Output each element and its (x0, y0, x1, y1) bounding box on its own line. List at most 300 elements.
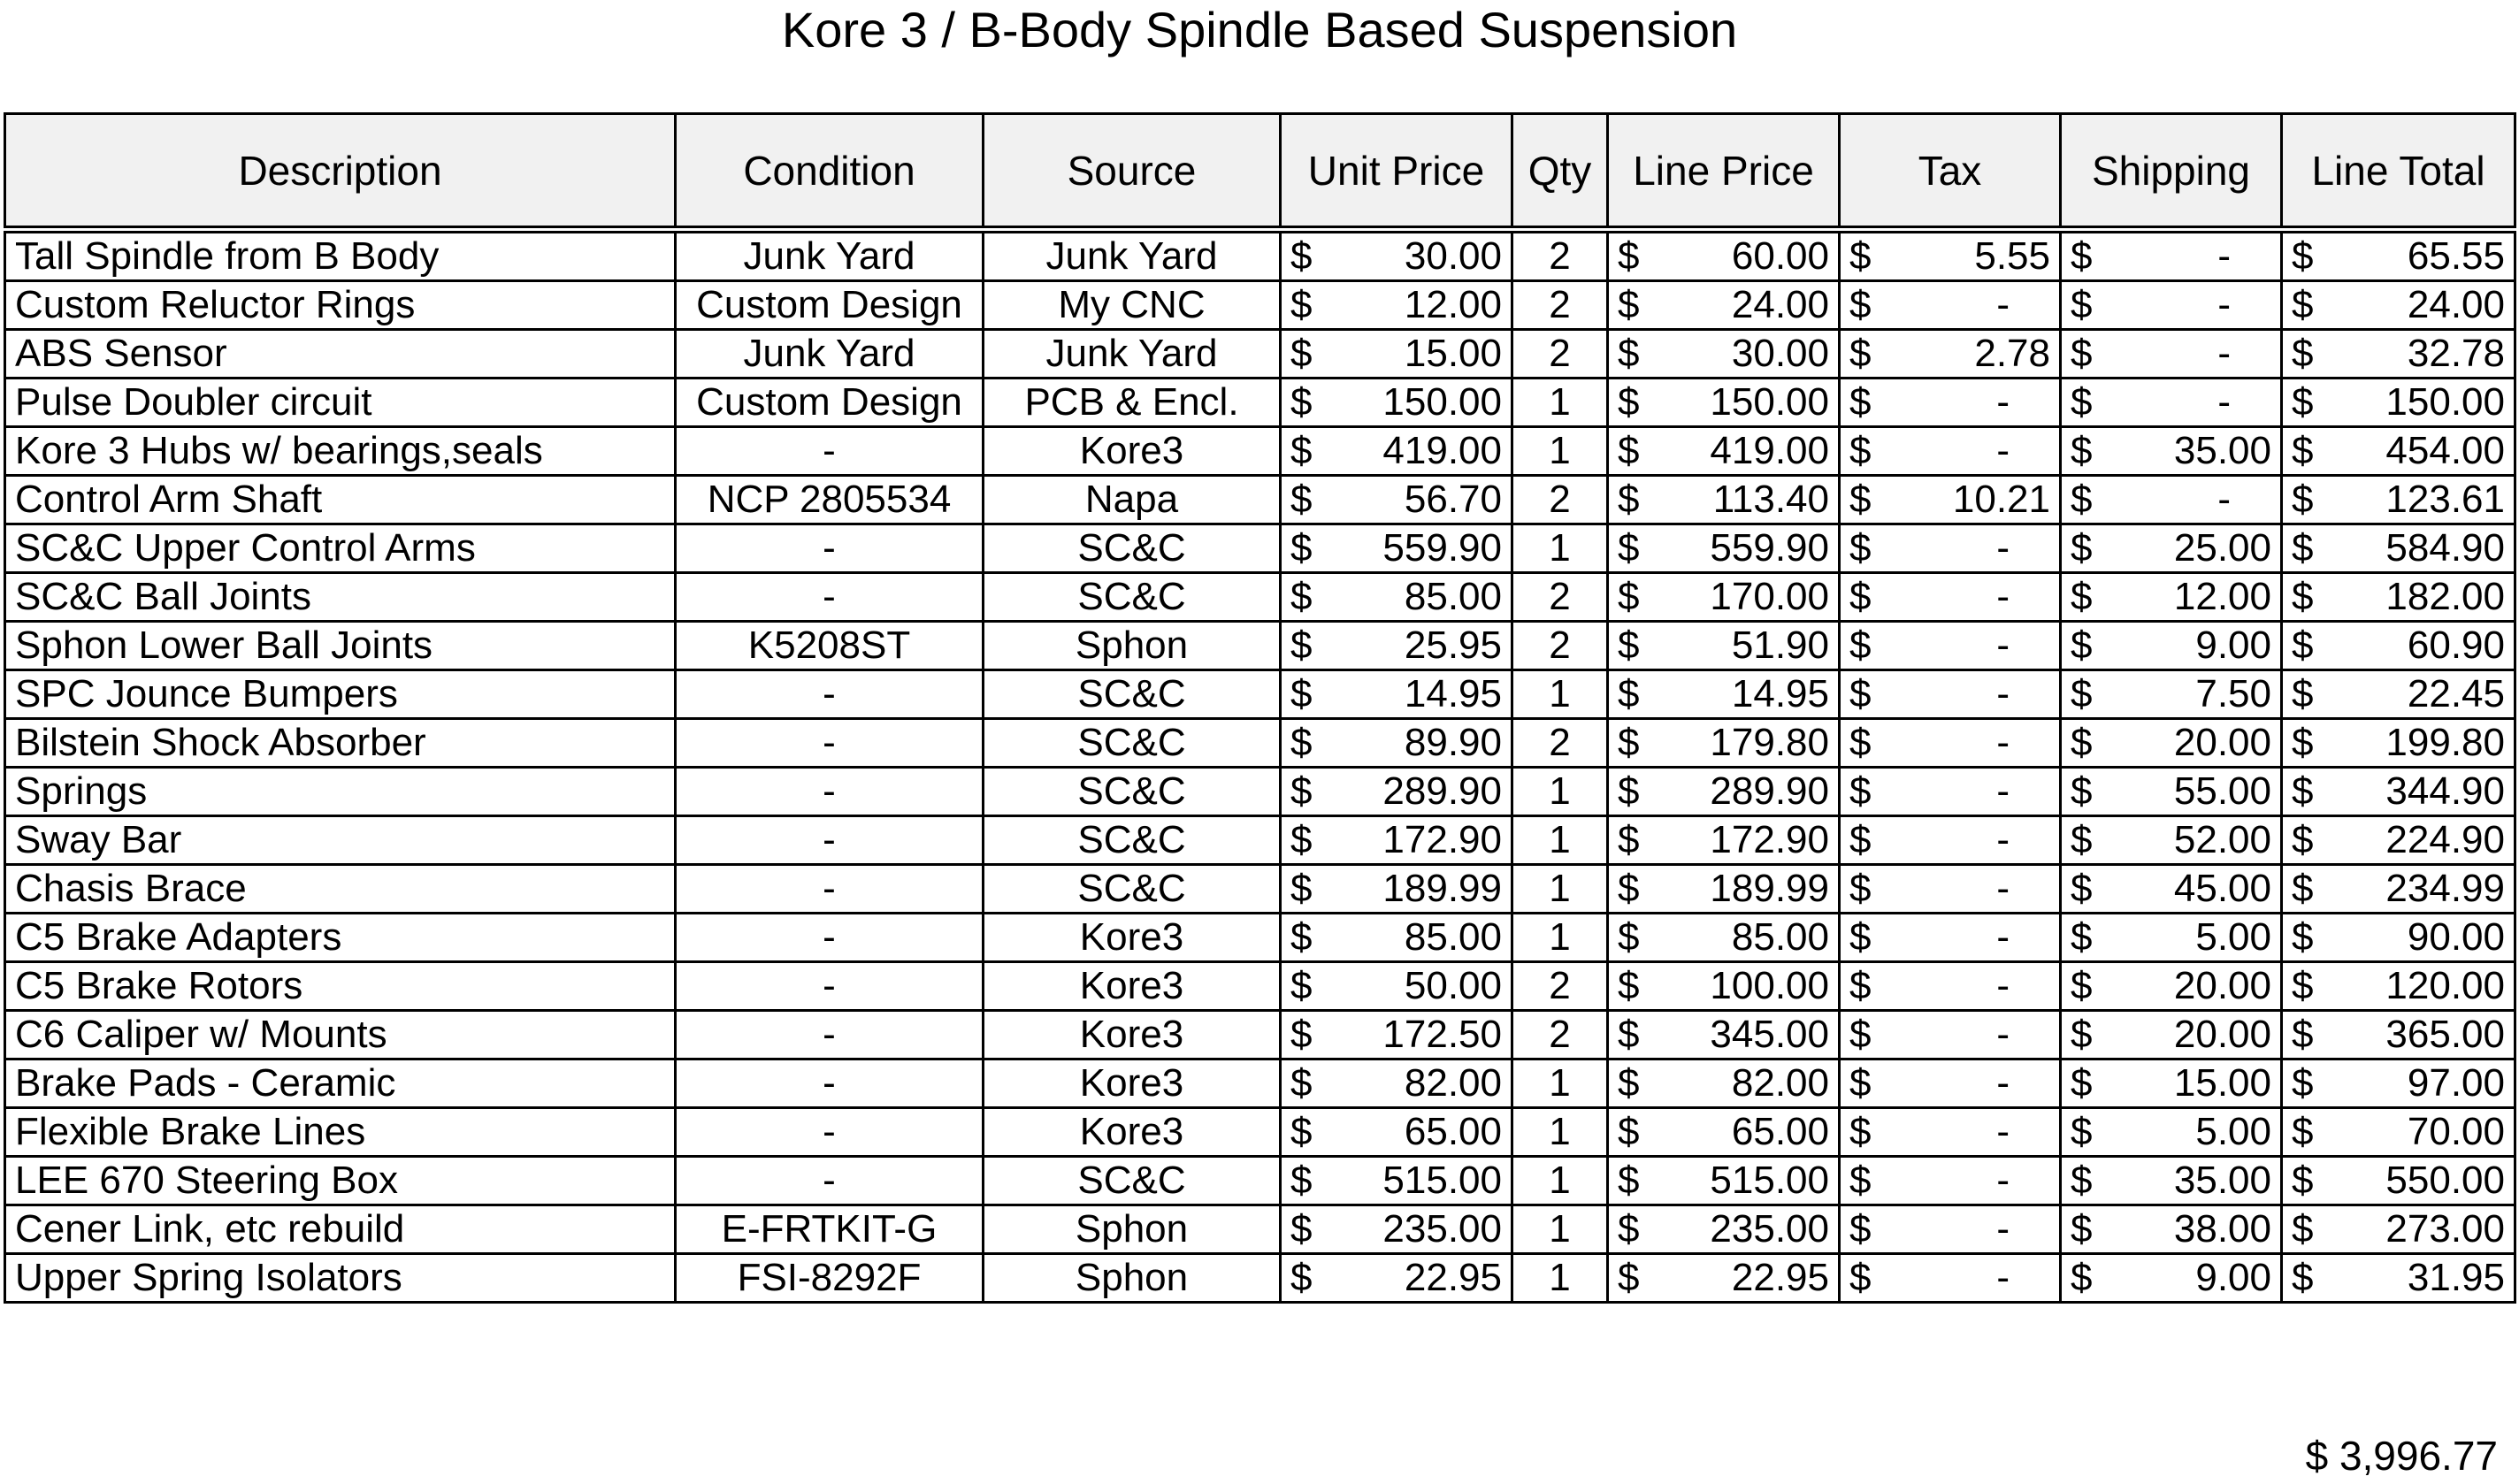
cell-line-price[interactable] (1608, 281, 1840, 330)
cell-description[interactable]: SC&C Upper Control Arms (5, 524, 676, 573)
money-value (2071, 1255, 2271, 1301)
currency-symbol: $ (2292, 1207, 2314, 1251)
currency-symbol: $ (1618, 964, 1640, 1007)
cell-source[interactable]: Sphon (984, 1254, 1281, 1303)
cell-description[interactable]: Custom Reluctor Rings (5, 281, 676, 330)
cell-line-price[interactable] (1608, 865, 1840, 914)
cell-shipping[interactable] (2061, 768, 2282, 816)
header-source[interactable]: Source (984, 114, 1281, 230)
amount: 65.55 (2407, 234, 2505, 278)
header-shipping[interactable]: Shipping (2061, 114, 2282, 230)
currency-symbol: $ (1849, 1256, 1872, 1299)
currency-symbol: $ (1618, 867, 1640, 910)
header-line-price[interactable]: Line Price (1608, 114, 1840, 230)
cell-description[interactable]: Brake Pads - Ceramic (5, 1059, 676, 1108)
money-value (1290, 1255, 1502, 1301)
amount: 52.00 (2173, 818, 2271, 861)
cell-line-total[interactable] (2282, 1157, 2515, 1205)
currency-symbol: $ (2071, 721, 2093, 764)
cell-shipping[interactable] (2061, 379, 2282, 427)
cell-tax[interactable] (1840, 230, 2061, 281)
cell-tax[interactable] (1840, 427, 2061, 476)
currency-symbol: $ (1849, 1013, 1872, 1056)
cell-unit-price[interactable] (1281, 1157, 1512, 1205)
cell-tax[interactable] (1840, 1157, 2061, 1205)
cell-qty[interactable]: 2 (1512, 281, 1608, 330)
cell-description[interactable]: Bilstein Shock Absorber (5, 719, 676, 768)
cell-source[interactable]: SC&C (984, 573, 1281, 622)
cell-unit-price[interactable] (1281, 1254, 1512, 1303)
amount: 35.00 (2173, 1159, 2271, 1202)
cell-source[interactable]: Junk Yard (984, 230, 1281, 281)
cell-source[interactable]: My CNC (984, 281, 1281, 330)
amount: 179.80 (1710, 721, 1829, 764)
cell-tax[interactable] (1840, 719, 2061, 768)
money-value (1618, 914, 1829, 960)
cell-shipping[interactable] (2061, 1205, 2282, 1254)
money-value (2071, 282, 2271, 328)
cell-unit-price[interactable] (1281, 427, 1512, 476)
cell-description[interactable]: Pulse Doubler circuit (5, 379, 676, 427)
cell-qty[interactable]: 1 (1512, 1254, 1608, 1303)
currency-symbol: $ (2071, 964, 2093, 1007)
cell-description[interactable]: Flexible Brake Lines (5, 1108, 676, 1157)
amount: 234.99 (2385, 867, 2505, 910)
money-value (1290, 477, 1502, 523)
cell-unit-price[interactable] (1281, 1011, 1512, 1059)
cell-tax[interactable] (1840, 573, 2061, 622)
cell-qty[interactable]: 1 (1512, 1059, 1608, 1108)
cell-source[interactable]: SC&C (984, 719, 1281, 768)
money-value (1618, 720, 1829, 766)
cell-line-price[interactable] (1608, 230, 1840, 281)
cell-shipping[interactable] (2061, 573, 2282, 622)
money-value (1290, 282, 1502, 328)
header-unit-price[interactable]: Unit Price (1281, 114, 1512, 230)
amount: 189.99 (1382, 867, 1502, 910)
cell-line-price[interactable] (1608, 1011, 1840, 1059)
currency-symbol: $ (2071, 915, 2093, 959)
amount: - (1996, 283, 2010, 326)
cell-line-total[interactable] (2282, 670, 2515, 719)
header-description[interactable]: Description (5, 114, 676, 230)
cell-unit-price[interactable] (1281, 476, 1512, 524)
header-condition[interactable]: Condition (676, 114, 984, 230)
currency-symbol: $ (1849, 867, 1872, 910)
table-row (5, 427, 2515, 476)
currency-symbol: $ (2292, 1159, 2314, 1202)
cell-unit-price[interactable] (1281, 670, 1512, 719)
money-value (1849, 331, 2050, 377)
cell-tax[interactable] (1840, 816, 2061, 865)
currency-symbol: $ (1618, 526, 1640, 570)
cell-line-price[interactable] (1608, 330, 1840, 379)
cell-line-price[interactable] (1608, 670, 1840, 719)
cell-qty[interactable]: 2 (1512, 476, 1608, 524)
money-value (2071, 1060, 2271, 1106)
cell-line-price[interactable] (1608, 622, 1840, 670)
amount: 56.70 (1404, 478, 1502, 521)
cell-line-total[interactable] (2282, 962, 2515, 1011)
money-value (2292, 525, 2505, 571)
cell-line-price[interactable] (1608, 573, 1840, 622)
money-value (2292, 671, 2505, 717)
cell-qty[interactable]: 1 (1512, 1205, 1608, 1254)
cell-shipping[interactable] (2061, 816, 2282, 865)
money-value (2292, 233, 2505, 279)
cell-condition[interactable]: Junk Yard (676, 230, 984, 281)
cell-description[interactable]: Control Arm Shaft (5, 476, 676, 524)
header-tax[interactable]: Tax (1840, 114, 2061, 230)
cell-shipping[interactable] (2061, 1254, 2282, 1303)
cell-unit-price[interactable] (1281, 719, 1512, 768)
currency-symbol: $ (1849, 672, 1872, 715)
cell-qty[interactable]: 2 (1512, 1011, 1608, 1059)
cell-qty[interactable]: 2 (1512, 330, 1608, 379)
cell-description[interactable]: LEE 670 Steering Box (5, 1157, 676, 1205)
cell-line-total[interactable] (2282, 914, 2515, 962)
cell-unit-price[interactable] (1281, 230, 1512, 281)
cell-unit-price[interactable] (1281, 573, 1512, 622)
currency-symbol: $ (1618, 818, 1640, 861)
cell-qty[interactable]: 2 (1512, 622, 1608, 670)
money-value (1849, 623, 2050, 669)
money-value (2071, 331, 2271, 377)
cell-shipping[interactable] (2061, 281, 2282, 330)
currency-symbol: $ (1849, 1159, 1872, 1202)
cell-qty[interactable]: 2 (1512, 573, 1608, 622)
cell-source[interactable]: SC&C (984, 670, 1281, 719)
cell-qty[interactable]: 1 (1512, 524, 1608, 573)
currency-symbol: $ (2071, 867, 2093, 910)
cell-condition[interactable]: - (676, 768, 984, 816)
cell-description[interactable]: SPC Jounce Bumpers (5, 670, 676, 719)
cell-source[interactable]: Sphon (984, 622, 1281, 670)
cell-condition[interactable]: - (676, 865, 984, 914)
currency-symbol: $ (2292, 915, 2314, 959)
cell-shipping[interactable] (2061, 865, 2282, 914)
cell-qty[interactable]: 1 (1512, 768, 1608, 816)
cell-line-price[interactable] (1608, 524, 1840, 573)
cell-line-total[interactable] (2282, 816, 2515, 865)
header-qty[interactable]: Qty (1512, 114, 1608, 230)
money-value (1849, 477, 2050, 523)
cell-source[interactable]: Kore3 (984, 914, 1281, 962)
currency-symbol: $ (2071, 1110, 2093, 1153)
cell-line-price[interactable] (1608, 1157, 1840, 1205)
money-value (1618, 1012, 1829, 1058)
cell-tax[interactable] (1840, 281, 2061, 330)
cell-line-price[interactable] (1608, 816, 1840, 865)
cell-qty[interactable]: 1 (1512, 816, 1608, 865)
cell-source[interactable]: SC&C (984, 865, 1281, 914)
money-value (2292, 1109, 2505, 1155)
amount: 345.00 (1710, 1013, 1829, 1056)
money-value (1618, 1109, 1829, 1155)
cell-line-total[interactable] (2282, 379, 2515, 427)
currency-symbol: $ (2292, 623, 2314, 667)
cell-source[interactable]: SC&C (984, 816, 1281, 865)
cell-line-total[interactable] (2282, 573, 2515, 622)
cell-shipping[interactable] (2061, 330, 2282, 379)
cell-shipping[interactable] (2061, 914, 2282, 962)
table-row (5, 1157, 2515, 1205)
amount: 584.90 (2385, 526, 2505, 570)
cell-source[interactable]: Kore3 (984, 1108, 1281, 1157)
money-value (2292, 1060, 2505, 1106)
money-value (1849, 574, 2050, 620)
cell-condition[interactable]: K5208ST (676, 622, 984, 670)
cell-condition[interactable]: - (676, 914, 984, 962)
cell-line-price[interactable] (1608, 1254, 1840, 1303)
cell-shipping[interactable] (2061, 1108, 2282, 1157)
cell-line-price[interactable] (1608, 962, 1840, 1011)
amount: 172.90 (1382, 818, 1502, 861)
currency-symbol: $ (1618, 234, 1640, 278)
cell-tax[interactable] (1840, 1108, 2061, 1157)
cell-unit-price[interactable] (1281, 330, 1512, 379)
cell-qty[interactable]: 1 (1512, 427, 1608, 476)
currency-symbol: $ (2071, 575, 2093, 618)
cell-condition[interactable]: - (676, 1108, 984, 1157)
cell-unit-price[interactable] (1281, 1205, 1512, 1254)
money-value (1618, 963, 1829, 1009)
cell-source[interactable]: Junk Yard (984, 330, 1281, 379)
cell-shipping[interactable] (2061, 1157, 2282, 1205)
cell-tax[interactable] (1840, 1254, 2061, 1303)
cell-line-price[interactable] (1608, 719, 1840, 768)
table-row (5, 476, 2515, 524)
cell-line-total[interactable] (2282, 427, 2515, 476)
cell-condition[interactable]: - (676, 719, 984, 768)
cell-description[interactable]: C5 Brake Adapters (5, 914, 676, 962)
cell-line-price[interactable] (1608, 914, 1840, 962)
currency-symbol: $ (1849, 478, 1872, 521)
cell-description[interactable]: Kore 3 Hubs w/ bearings,seals (5, 427, 676, 476)
amount: 559.90 (1710, 526, 1829, 570)
currency-symbol: $ (1849, 234, 1872, 278)
cell-unit-price[interactable] (1281, 865, 1512, 914)
cell-condition[interactable]: - (676, 573, 984, 622)
currency-symbol: $ (1290, 429, 1313, 472)
cell-tax[interactable] (1840, 379, 2061, 427)
cell-unit-price[interactable] (1281, 768, 1512, 816)
cell-tax[interactable] (1840, 914, 2061, 962)
money-value (2071, 720, 2271, 766)
cell-line-price[interactable] (1608, 1059, 1840, 1108)
cell-shipping[interactable] (2061, 1011, 2282, 1059)
cell-unit-price[interactable] (1281, 281, 1512, 330)
cell-shipping[interactable] (2061, 1059, 2282, 1108)
cell-line-total[interactable] (2282, 1011, 2515, 1059)
cell-condition[interactable]: Custom Design (676, 379, 984, 427)
currency-symbol: $ (1290, 672, 1313, 715)
cell-tax[interactable] (1840, 330, 2061, 379)
money-value (2292, 817, 2505, 863)
table-row (5, 1205, 2515, 1254)
cell-line-total[interactable] (2282, 330, 2515, 379)
cell-condition[interactable]: Custom Design (676, 281, 984, 330)
cell-qty[interactable]: 1 (1512, 865, 1608, 914)
amount: 24.00 (1731, 283, 1829, 326)
money-value (1290, 1012, 1502, 1058)
amount: 31.95 (2407, 1256, 2505, 1299)
money-value (1849, 866, 2050, 912)
cell-tax[interactable] (1840, 1059, 2061, 1108)
cell-qty[interactable]: 2 (1512, 230, 1608, 281)
cell-source[interactable]: PCB & Encl. (984, 379, 1281, 427)
cell-condition[interactable]: - (676, 427, 984, 476)
cell-unit-price[interactable] (1281, 816, 1512, 865)
cell-tax[interactable] (1840, 1205, 2061, 1254)
cell-line-total[interactable] (2282, 622, 2515, 670)
cell-line-price[interactable] (1608, 379, 1840, 427)
cell-description[interactable]: Upper Spring Isolators (5, 1254, 676, 1303)
cell-line-price[interactable] (1608, 476, 1840, 524)
cell-description[interactable]: C6 Caliper w/ Mounts (5, 1011, 676, 1059)
cell-qty[interactable]: 1 (1512, 670, 1608, 719)
cell-shipping[interactable] (2061, 476, 2282, 524)
cell-condition[interactable]: - (676, 1157, 984, 1205)
cell-line-total[interactable] (2282, 1254, 2515, 1303)
cell-source[interactable]: Kore3 (984, 427, 1281, 476)
cell-line-total[interactable] (2282, 1108, 2515, 1157)
currency-symbol: $ (1618, 1061, 1640, 1105)
cell-qty[interactable]: 1 (1512, 1108, 1608, 1157)
cell-shipping[interactable] (2061, 622, 2282, 670)
cell-tax[interactable] (1840, 865, 2061, 914)
cell-qty[interactable]: 1 (1512, 914, 1608, 962)
cell-description[interactable]: SC&C Ball Joints (5, 573, 676, 622)
cell-description[interactable]: ABS Sensor (5, 330, 676, 379)
cell-line-total[interactable] (2282, 524, 2515, 573)
cell-tax[interactable] (1840, 524, 2061, 573)
money-value (1618, 525, 1829, 571)
amount: 365.00 (2385, 1013, 2505, 1056)
amount: 10.21 (1952, 478, 2050, 521)
amount: - (2217, 234, 2231, 278)
cell-line-total[interactable] (2282, 230, 2515, 281)
cell-description[interactable]: Chasis Brace (5, 865, 676, 914)
money-value (2292, 1206, 2505, 1252)
cell-condition[interactable]: - (676, 962, 984, 1011)
cell-source[interactable]: Kore3 (984, 1059, 1281, 1108)
currency-symbol: $ (2071, 429, 2093, 472)
cell-shipping[interactable] (2061, 427, 2282, 476)
cell-condition[interactable]: - (676, 1059, 984, 1108)
money-value (1618, 623, 1829, 669)
cell-shipping[interactable] (2061, 962, 2282, 1011)
cell-tax[interactable] (1840, 622, 2061, 670)
amount: 85.00 (1404, 575, 1502, 618)
cell-tax[interactable] (1840, 1011, 2061, 1059)
amount: 273.00 (2385, 1207, 2505, 1251)
money-value (2292, 720, 2505, 766)
cell-line-price[interactable] (1608, 1205, 1840, 1254)
cell-source[interactable]: SC&C (984, 1157, 1281, 1205)
cell-condition[interactable]: FSI-8292F (676, 1254, 984, 1303)
amount: 289.90 (1710, 769, 1829, 813)
cell-qty[interactable]: 2 (1512, 962, 1608, 1011)
amount: - (1996, 380, 2010, 424)
money-value (1290, 1158, 1502, 1204)
cell-description[interactable]: Cener Link, etc rebuild (5, 1205, 676, 1254)
table-row (5, 524, 2515, 573)
cell-tax[interactable] (1840, 670, 2061, 719)
cell-unit-price[interactable] (1281, 622, 1512, 670)
cell-condition[interactable]: - (676, 1011, 984, 1059)
amount: 170.00 (1710, 575, 1829, 618)
cell-qty[interactable]: 1 (1512, 379, 1608, 427)
cell-description[interactable]: Springs (5, 768, 676, 816)
cell-unit-price[interactable] (1281, 379, 1512, 427)
cell-qty[interactable]: 2 (1512, 719, 1608, 768)
cell-condition[interactable]: - (676, 670, 984, 719)
cell-line-price[interactable] (1608, 427, 1840, 476)
money-value (2292, 1012, 2505, 1058)
cell-line-price[interactable] (1608, 1108, 1840, 1157)
cell-line-total[interactable] (2282, 719, 2515, 768)
cell-tax[interactable] (1840, 768, 2061, 816)
cell-unit-price[interactable] (1281, 1108, 1512, 1157)
cell-condition[interactable]: E-FRTKIT-G (676, 1205, 984, 1254)
cell-shipping[interactable] (2061, 670, 2282, 719)
cell-source[interactable]: SC&C (984, 524, 1281, 573)
money-value (1618, 574, 1829, 620)
cell-source[interactable]: Kore3 (984, 1011, 1281, 1059)
cell-source[interactable]: SC&C (984, 768, 1281, 816)
cell-condition[interactable]: Junk Yard (676, 330, 984, 379)
currency-symbol: $ (1618, 1256, 1640, 1299)
cell-tax[interactable] (1840, 476, 2061, 524)
cell-unit-price[interactable] (1281, 1059, 1512, 1108)
cell-shipping[interactable] (2061, 719, 2282, 768)
cell-line-price[interactable] (1608, 768, 1840, 816)
money-value (2071, 866, 2271, 912)
cell-description[interactable]: Sway Bar (5, 816, 676, 865)
cell-unit-price[interactable] (1281, 524, 1512, 573)
cell-line-total[interactable] (2282, 1059, 2515, 1108)
table-row (5, 865, 2515, 914)
currency-symbol: $ (1290, 234, 1313, 278)
cell-tax[interactable] (1840, 962, 2061, 1011)
cell-description[interactable]: Sphon Lower Ball Joints (5, 622, 676, 670)
cell-source[interactable]: Napa (984, 476, 1281, 524)
cell-condition[interactable]: - (676, 524, 984, 573)
cell-shipping[interactable] (2061, 230, 2282, 281)
cell-condition[interactable]: NCP 2805534 (676, 476, 984, 524)
cell-qty[interactable]: 1 (1512, 1157, 1608, 1205)
header-line-total[interactable]: Line Total (2282, 114, 2515, 230)
cell-unit-price[interactable] (1281, 914, 1512, 962)
cell-line-total[interactable] (2282, 768, 2515, 816)
cell-source[interactable]: Kore3 (984, 962, 1281, 1011)
cell-line-total[interactable] (2282, 281, 2515, 330)
cell-source[interactable]: Sphon (984, 1205, 1281, 1254)
cell-line-total[interactable] (2282, 476, 2515, 524)
cell-description[interactable]: Tall Spindle from B Body (5, 230, 676, 281)
money-value (1618, 331, 1829, 377)
cell-shipping[interactable] (2061, 524, 2282, 573)
cell-unit-price[interactable] (1281, 962, 1512, 1011)
cell-condition[interactable]: - (676, 816, 984, 865)
cell-line-total[interactable] (2282, 865, 2515, 914)
amount: 5.00 (2195, 1110, 2271, 1153)
cell-line-total[interactable] (2282, 1205, 2515, 1254)
currency-symbol: $ (1618, 721, 1640, 764)
amount: 97.00 (2407, 1061, 2505, 1105)
cell-description[interactable]: C5 Brake Rotors (5, 962, 676, 1011)
